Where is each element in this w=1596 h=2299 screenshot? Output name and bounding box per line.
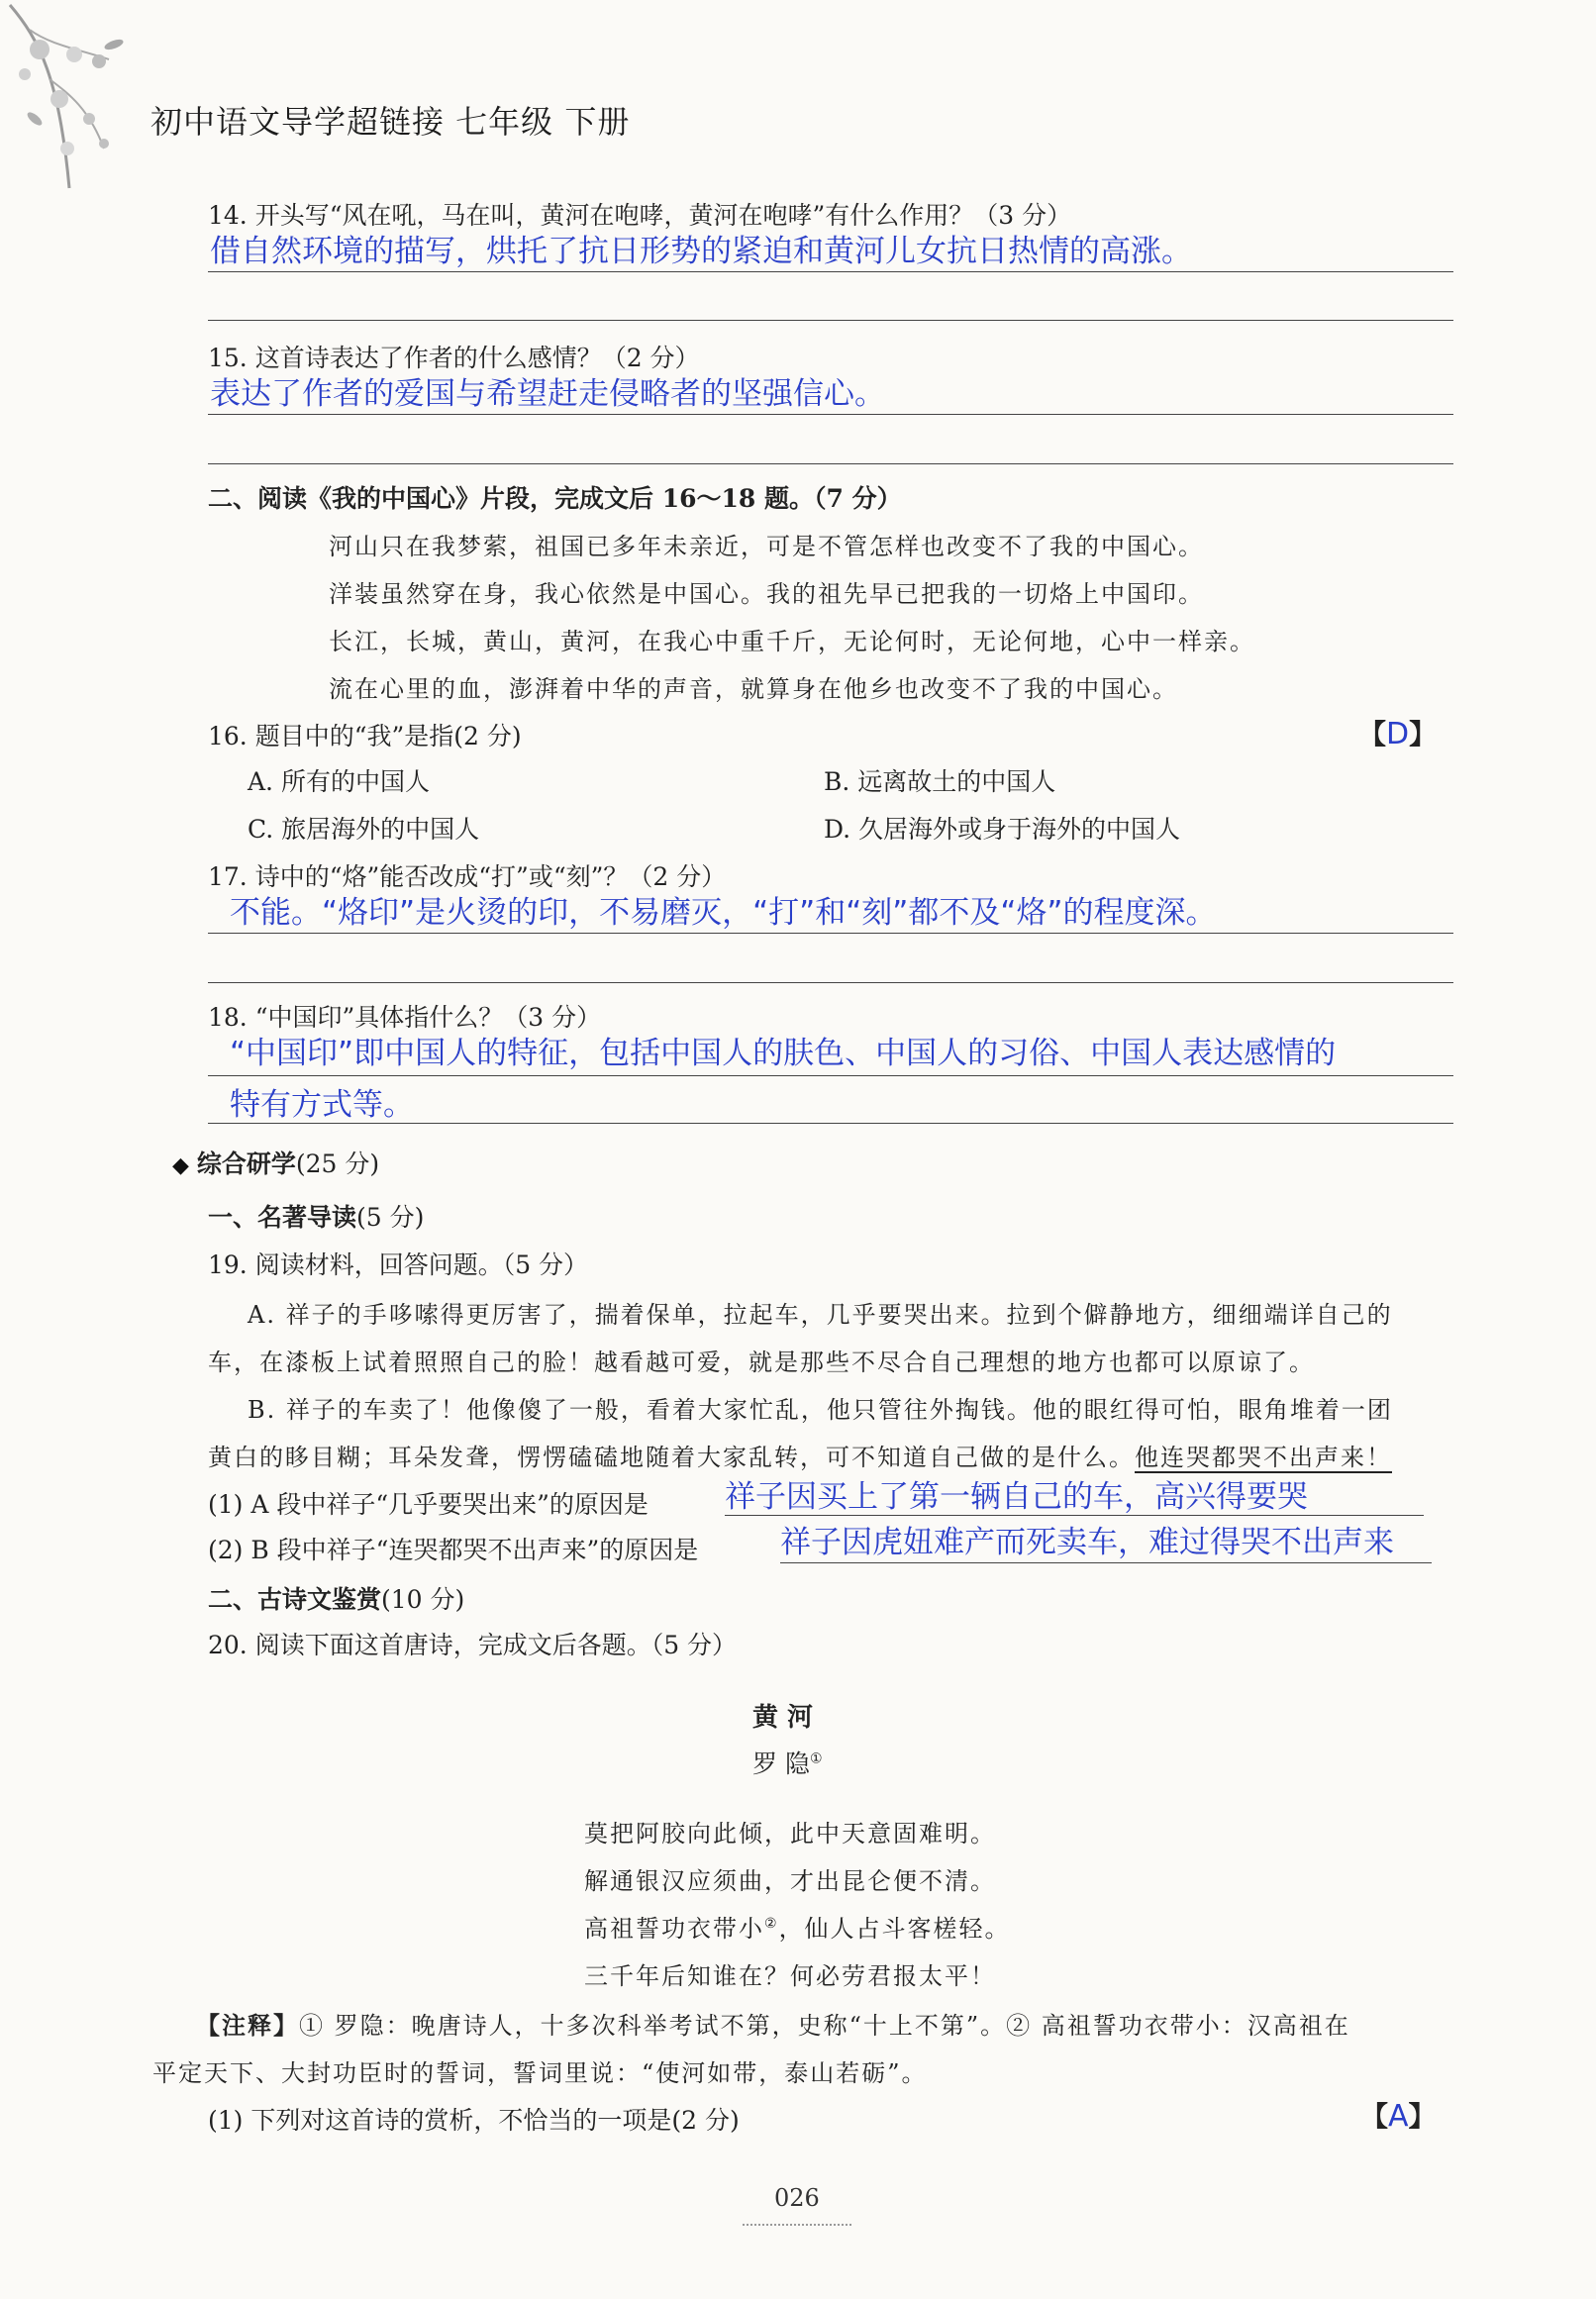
section-3-heading: ◆ 综合研学(25 分) <box>172 1150 380 1178</box>
page-number: 026 <box>774 2184 820 2212</box>
question-19: 19. 阅读材料，回答问题。（5 分） <box>208 1250 589 1279</box>
poem-line: 莫把阿胶向此倾，此中天意固难明。 <box>584 1820 996 1848</box>
sub-answer-1: 祥子因买上了第一辆自己的车，高兴得要哭 <box>725 1479 1308 1515</box>
answer-bracket-20-1: 【A】 <box>1360 2099 1437 2134</box>
answer-18-line-1: “中国印”即中国人的特征，包括中国人的肤色、中国人的习俗、中国人表达感情的 <box>230 1036 1337 1071</box>
sub-question-2: (2) B 段中祥子“连哭都哭不出声来”的原因是 <box>208 1536 699 1564</box>
poem-line: 洋装虽然穿在身，我心依然是中国心。我的祖先早已把我的一切烙上中国印。 <box>329 580 1204 608</box>
passage-a-line-2: 车，在漆板上试着照照自己的脸！越看越可爱，就是那些不尽合自己理想的地方也都可以原谅了。 <box>208 1349 1315 1376</box>
answer-line <box>780 1562 1432 1563</box>
poem-author: 罗 隐① <box>752 1749 823 1778</box>
diamond-icon: ◆ <box>172 1153 189 1178</box>
blossom-branch-decoration <box>0 0 149 198</box>
passage-a-line-1: A. 祥子的手哆嗦得更厉害了，揣着保单，拉起车，几乎要哭出来。拉到个僻静地方，细细端详自己的 <box>248 1301 1393 1329</box>
poem-line: 河山只在我梦萦，祖国已多年未亲近，可是不管怎样也改变不了我的中国心。 <box>329 533 1204 560</box>
answer-bracket-16: 【D】 <box>1358 717 1438 751</box>
poem-title: 黄 河 <box>752 1703 814 1733</box>
option-b: B. 远离故土的中国人 <box>824 767 1056 796</box>
sub-answer-2: 祥子因虎妞难产而死卖车，难过得哭不出声来 <box>780 1525 1394 1560</box>
question-14: 14. 开头写“风在吼，马在叫，黄河在咆哮，黄河在咆哮”有什么作用？（3 分） <box>208 201 1072 230</box>
question-18: 18. “中国印”具体指什么？（3 分） <box>208 1003 602 1032</box>
option-a: A. 所有的中国人 <box>248 767 430 796</box>
poem-line: 长江，长城，黄山，黄河，在我心中重千斤，无论何时，无论何地，心中一样亲。 <box>329 628 1255 655</box>
poem-line: 高祖誓功衣带小②，仙人占斗客槎轻。 <box>584 1915 1011 1943</box>
question-16: 16. 题目中的“我”是指(2 分) <box>208 722 522 750</box>
option-d: D. 久居海外或身于海外的中国人 <box>824 815 1181 844</box>
answer-line <box>208 463 1453 464</box>
poem-line: 流在心里的血，澎湃着中华的声音，就算身在他乡也改变不了我的中国心。 <box>329 675 1178 703</box>
annotation-line-2: 平定天下、大封功臣时的誓词，誓词里说：“使河如带，泰山若砺”。 <box>152 2059 928 2087</box>
answer-line <box>208 982 1453 983</box>
answer-17: 不能。“烙印”是火烫的印，不易磨灭，“打”和“刻”都不及“烙”的程度深。 <box>230 895 1217 931</box>
answer-16: D <box>1386 717 1410 751</box>
section-2-heading: 二、阅读《我的中国心》片段，完成文后 16～18 题。（7 分） <box>208 484 902 513</box>
answer-line <box>208 933 1453 934</box>
answer-line <box>208 414 1453 415</box>
passage-b-line-1: B. 祥子的车卖了！他像傻了一般，看着大家忙乱，他只管往外掏钱。他的眼红得可怕，眼角堆着一团 <box>248 1396 1393 1424</box>
poem-line: 解通银汉应须曲，才出昆仑便不清。 <box>584 1867 996 1895</box>
answer-line <box>208 1123 1453 1124</box>
question-15: 15. 这首诗表达了作者的什么感情？（2 分） <box>208 344 700 372</box>
poem-line: 三千年后知谁在？何必劳君报太平！ <box>584 1962 996 1990</box>
annotation-label: 【注释】 <box>196 2011 299 2040</box>
answer-line <box>208 1075 1453 1076</box>
annotation-line-1: 【注释】① 罗隐：晚唐诗人，十多次科举考试不第，史称“十上不第”。② 高祖誓功衣带小：汉高祖在 <box>196 2011 1350 2040</box>
question-20-1: (1) 下列对这首诗的赏析，不恰当的一项是(2 分) <box>208 2106 740 2135</box>
underlined-sentence: 他连哭都哭不出声来！ <box>1135 1444 1392 1471</box>
question-17: 17. 诗中的“烙”能否改成“打”或“刻”？（2 分） <box>208 862 727 891</box>
answer-line <box>208 320 1453 321</box>
answer-14: 借自然环境的描写，烘托了抗日形势的紧迫和黄河儿女抗日热情的高涨。 <box>210 234 1192 269</box>
passage-b-line-2: 黄白的眵目糊；耳朵发聋，愣愣磕磕地随着大家乱转，可不知道自己做的是什么。他连哭都哭不出声来！ <box>208 1444 1392 1471</box>
subsection-1-heading: 一、名著导读(5 分) <box>208 1203 425 1232</box>
option-c: C. 旅居海外的中国人 <box>248 815 480 844</box>
question-20: 20. 阅读下面这首唐诗，完成文后各题。（5 分） <box>208 1631 738 1659</box>
answer-20-1: A <box>1388 2099 1409 2134</box>
answer-15: 表达了作者的爱国与希望赶走侵略者的坚强信心。 <box>210 376 885 412</box>
sub-question-1: (1) A 段中祥子“几乎要哭出来”的原因是 <box>208 1490 648 1519</box>
footer-dotted-line <box>743 2224 851 2226</box>
answer-line <box>725 1515 1424 1516</box>
answer-18-line-2: 特有方式等。 <box>230 1087 414 1123</box>
answer-line <box>208 271 1453 272</box>
subsection-2-heading: 二、古诗文鉴赏(10 分) <box>208 1585 465 1614</box>
header-title: 初中语文导学超链接 七年级 下册 <box>150 103 631 141</box>
